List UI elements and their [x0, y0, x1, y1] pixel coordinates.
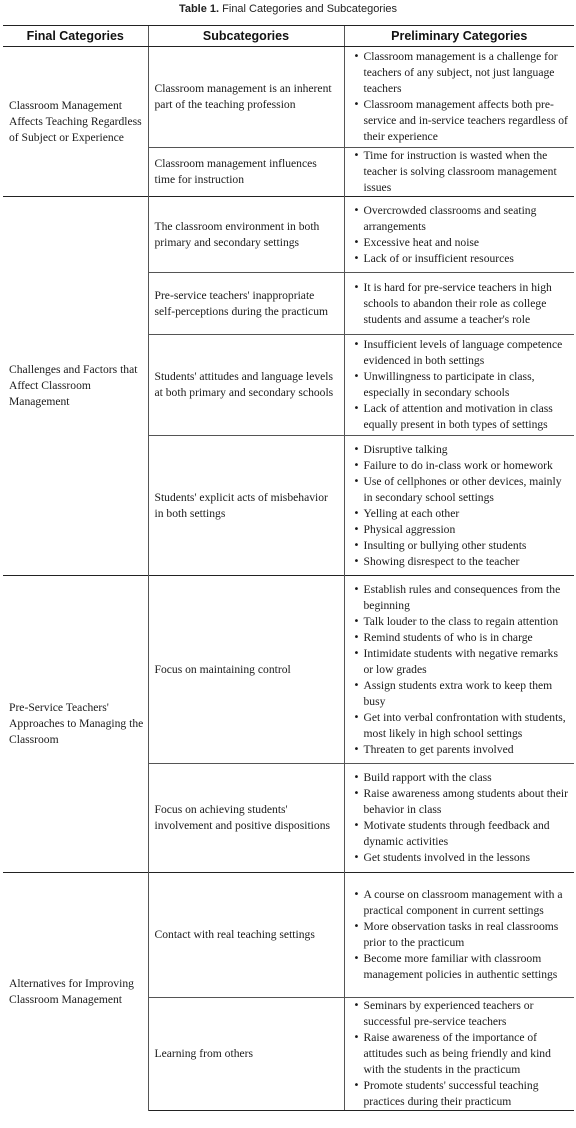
subcategory-cell: The classroom environment in both primary and secondary settings — [148, 197, 344, 273]
preliminary-list-item: • Talk louder to the class to regain attention — [351, 614, 571, 630]
subcategory-cell: Classroom management is an inherent part of the teaching profession — [148, 47, 344, 148]
preliminary-list-item: • Showing disrespect to the teacher — [351, 554, 571, 570]
preliminary-list-item: • Yelling at each other — [351, 506, 571, 522]
preliminary-list-item: • Use of cellphones or other devices, mainly in secondary school settings — [351, 474, 571, 506]
preliminary-list-item: • Assign students extra work to keep them busy — [351, 678, 571, 710]
table-caption-title: Final Categories and Subcategories — [219, 3, 398, 15]
preliminary-list-item: • Remind students of who is in charge — [351, 630, 571, 646]
preliminary-list-item: • Disruptive talking — [351, 442, 571, 458]
preliminary-list-item: • Insulting or bullying other students — [351, 538, 571, 554]
subcategory-cell: Classroom management influences time for instruction — [148, 148, 344, 197]
preliminary-list-item: • A course on classroom management with a practical component in current settings — [351, 887, 571, 919]
preliminary-list-item: • Intimidate students with negative remarks or low grades — [351, 646, 571, 678]
preliminary-list — [351, 770, 571, 866]
preliminary-list-item: • Seminars by experienced teachers or successful pre-service teachers — [351, 998, 571, 1030]
preliminary-list-item: • Establish rules and consequences from the beginning — [351, 582, 571, 614]
preliminary-list-item: • Unwillingness to participate in class, especially in secondary schools — [351, 369, 571, 401]
preliminary-category-cell — [344, 148, 574, 197]
preliminary-list-item: • Lack of or insufficient resources — [351, 251, 571, 267]
preliminary-category-cell — [344, 273, 574, 335]
preliminary-category-cell — [344, 335, 574, 436]
preliminary-list — [351, 148, 571, 196]
subcategory-cell: Students' attitudes and language levels at both primary and secondary schools — [148, 335, 344, 436]
subcategory-cell: Pre-service teachers' inappropriate self-perceptions during the practicum — [148, 273, 344, 335]
categories-table — [3, 25, 574, 1111]
preliminary-list — [351, 442, 571, 570]
subcategory-cell: Focus on achieving students' involvement and positive dispositions — [148, 764, 344, 873]
final-category-cell: Alternatives for Improving Classroom Management — [3, 873, 148, 1111]
preliminary-list-item: • Build rapport with the class — [351, 770, 571, 786]
header-subcategories: Subcategories — [148, 26, 344, 47]
preliminary-list-item: • Insufficient levels of language competence evidenced in both settings — [351, 337, 571, 369]
preliminary-list — [351, 49, 571, 145]
preliminary-list-item: • Raise awareness among students about their behavior in class — [351, 786, 571, 818]
preliminary-list-item: • Physical aggression — [351, 522, 571, 538]
table-caption — [0, 3, 576, 15]
preliminary-list-item: • Excessive heat and noise — [351, 235, 571, 251]
preliminary-list-item: • Overcrowded classrooms and seating arrangements — [351, 203, 571, 235]
preliminary-list-item: • Raise awareness of the importance of attitudes such as being friendly and kind with the students in the practicum — [351, 1030, 571, 1078]
table-caption-label: Table 1. — [178, 3, 220, 15]
preliminary-list-item: • Failure to do in-class work or homework — [351, 458, 571, 474]
preliminary-category-cell — [344, 197, 574, 273]
final-category-cell: Classroom Management Affects Teaching Regardless of Subject or Experience — [3, 47, 148, 197]
table-row — [3, 873, 574, 998]
table-row — [3, 47, 574, 148]
final-category-cell: Pre-Service Teachers' Approaches to Managing the Classroom — [3, 576, 148, 873]
header-final-categories: Final Categories — [3, 26, 148, 47]
preliminary-list-item: • Classroom management affects both pre-service and in-service teachers regardless of their experience — [351, 97, 571, 145]
table-row — [3, 576, 574, 764]
preliminary-list-item: • Time for instruction is wasted when the teacher is solving classroom management issues — [351, 148, 571, 196]
preliminary-list-item: • Motivate students through feedback and dynamic activities — [351, 818, 571, 850]
preliminary-list-item: • Get students involved in the lessons — [351, 850, 571, 866]
subcategory-cell: Focus on maintaining control — [148, 576, 344, 764]
preliminary-list — [351, 203, 571, 267]
preliminary-list — [351, 337, 571, 433]
table-body — [3, 47, 574, 1111]
preliminary-category-cell — [344, 998, 574, 1111]
preliminary-list-item: • Get into verbal confrontation with students, most likely in high school settings — [351, 710, 571, 742]
table-header-row — [3, 26, 574, 47]
subcategory-cell: Contact with real teaching settings — [148, 873, 344, 998]
table-row — [3, 197, 574, 273]
preliminary-list — [351, 582, 571, 758]
preliminary-list — [351, 887, 571, 983]
preliminary-category-cell — [344, 873, 574, 998]
preliminary-list — [351, 998, 571, 1110]
header-preliminary-categories: Preliminary Categories — [344, 26, 574, 47]
preliminary-list-item: • More observation tasks in real classrooms prior to the practicum — [351, 919, 571, 951]
subcategory-cell: Students' explicit acts of misbehavior in both settings — [148, 436, 344, 576]
preliminary-list-item: • Threaten to get parents involved — [351, 742, 571, 758]
preliminary-category-cell — [344, 576, 574, 764]
preliminary-list-item: • Become more familiar with classroom management policies in authentic settings — [351, 951, 571, 983]
final-category-cell: Challenges and Factors that Affect Classroom Management — [3, 197, 148, 576]
preliminary-category-cell — [344, 764, 574, 873]
preliminary-category-cell — [344, 47, 574, 148]
preliminary-list-item: • Promote students' successful teaching practices during their practicum — [351, 1078, 571, 1110]
preliminary-list-item: • It is hard for pre-service teachers in high schools to abandon their role as college students and assume a teacher's role — [351, 280, 571, 328]
preliminary-category-cell — [344, 436, 574, 576]
subcategory-cell: Learning from others — [148, 998, 344, 1111]
preliminary-list-item: • Lack of attention and motivation in class equally present in both types of settings — [351, 401, 571, 433]
preliminary-list-item: • Classroom management is a challenge for teachers of any subject, not just language teachers — [351, 49, 571, 97]
preliminary-list — [351, 280, 571, 328]
